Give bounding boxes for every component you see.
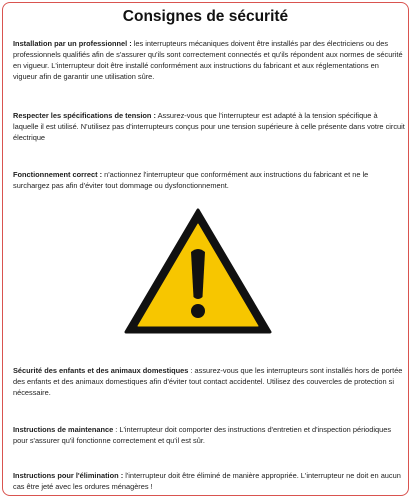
section-heading: Instructions de maintenance [13,425,114,434]
section-text: n'actionnez l'interrupteur que conformément aux instructions du fabricant et ne le surchargez pas afin d'éviter tout dommage ou dysfonctionnement. [13,170,369,190]
section-correct-operation [13,169,405,191]
section-text: : assurez-vous que les interrupteurs sont installés hors de portée des enfants et des animaux domestiques afin d'éviter tout contact accidentel. Utilisez des couvercles de protection si nécessaire. [13,366,403,397]
page-title: Consignes de sécurité [122,8,289,25]
exclamation-dot [191,304,205,318]
section-heading: Respecter les spécifications de tension : [13,111,156,120]
warning-triangle-icon [124,208,272,334]
section-maintenance [13,424,405,446]
section-heading: Fonctionnement correct : [13,170,103,179]
section-heading: Sécurité des enfants et des animaux domestiques [13,366,189,375]
section-heading: Instructions pour l'élimination : [13,471,124,480]
section-text: Assurez-vous que l'interrupteur est adapté à la tension spécifique à laquelle il est utilisé. N'utilisez pas d'interrupteurs conçus pour une tension supérieure à celle présente dans votre circuit électrique [13,111,405,142]
document-frame [2,2,409,496]
section-professional-installation [13,38,405,82]
section-text: les interrupteurs mécaniques doivent être installés par des électriciens ou des professionnels qualifiés afin de s'assurer qu'ils sont correctement connectés et qu'ils répondent aux normes de sécurité en vigueur. L'interrupteur doit être installé conformément aux instructions du fabricant et aux réglementations en vigueur afin de garantir une utilisation sûre. [13,39,403,81]
section-voltage-specifications [13,110,405,143]
section-text: : L'interrupteur doit comporter des instructions d'entretien et d'inspection périodiques pour s'assurer qu'il fonctionne correctement et qu'il est sûr. [13,425,392,445]
section-text: l'interrupteur doit être éliminé de manière appropriée. L'interrupteur ne doit en aucun cas être jeté avec les ordures ménagères ! [13,471,401,491]
section-disposal [13,470,405,492]
section-heading: Installation par un professionnel : [13,39,132,48]
section-child-pet-safety [13,365,405,398]
